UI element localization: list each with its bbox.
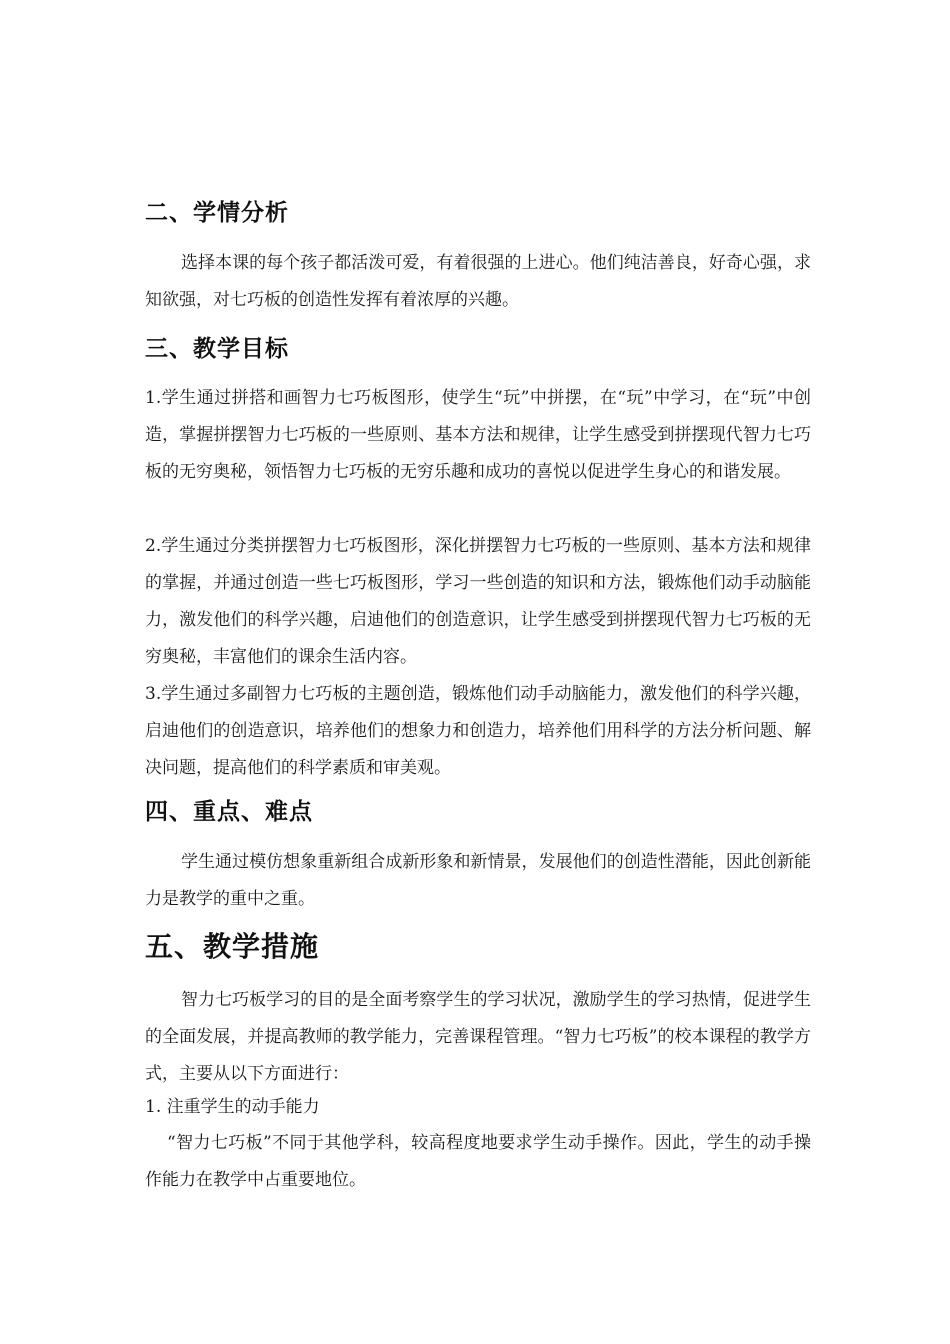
teaching-goal-item-2: 2.学生通过分类拼摆智力七巧板图形，深化拼摆智力七巧板的一些原则、基本方法和规律的掌握，并通过创造一些七巧板图形，学习一些创造的知识和方法，锻炼他们动手动脑能力，激发他们的科学兴趣，启迪他们的创造意识，让学生感受到拼摆现代智力七巧板的无穷奥秘，丰富他们的课余生活内容。 [145, 536, 811, 667]
section-heading-teaching-measures: 五、教学措施 [145, 930, 320, 963]
teaching-measures-paragraph: 智力七巧板学习的目的是全面考察学生的学习状况，激励学生的学习热情，促进学生的全面发展，并提高教师的教学能力，完善课程管理。“智力七巧板”的校本课程的教学方式，主要从以下方面进行： [145, 990, 811, 1084]
student-analysis-paragraph: 选择本课的每个孩子都活泼可爱，有着很强的上进心。他们纯洁善良，好奇心强，求知欲强，对七巧板的创造性发挥有着浓厚的兴趣。 [145, 253, 811, 310]
teaching-goal-item-1: 1.学生通过拼搭和画智力七巧板图形，使学生“玩”中拼摆，在“玩”中学习，在“玩”中创造，掌握拼摆智力七巧板的一些原则、基本方法和规律，让学生感受到拼摆现代智力七巧板的无穷奥秘，领悟智力七巧板的无穷乐趣和成功的喜悦以促进学生身心的和谐发展。 [145, 388, 811, 482]
section-heading-key-points: 四、重点、难点 [145, 799, 313, 825]
teaching-goal-item-3: 3.学生通过多副智力七巧板的主题创造，锻炼他们动手动脑能力，激发他们的科学兴趣，启迪他们的创造意识，培养他们的想象力和创造力，培养他们用科学的方法分析问题、解决问题，提高他们的科学素质和审美观。 [145, 684, 811, 778]
section-heading-teaching-goals: 三、教学目标 [145, 336, 289, 362]
key-points-paragraph: 学生通过模仿想象重新组合成新形象和新情景，发展他们的创造性潜能，因此创新能力是教学的重中之重。 [145, 852, 811, 909]
measure-subheading-1: 1. 注重学生的动手能力 [145, 1097, 320, 1117]
section-heading-student-analysis: 二、学情分析 [145, 200, 289, 226]
measure-paragraph-1: “智力七巧板”不同于其他学科，较高程度地要求学生动手操作。因此，学生的动手操作能力在教学中占重要地位。 [145, 1133, 811, 1190]
